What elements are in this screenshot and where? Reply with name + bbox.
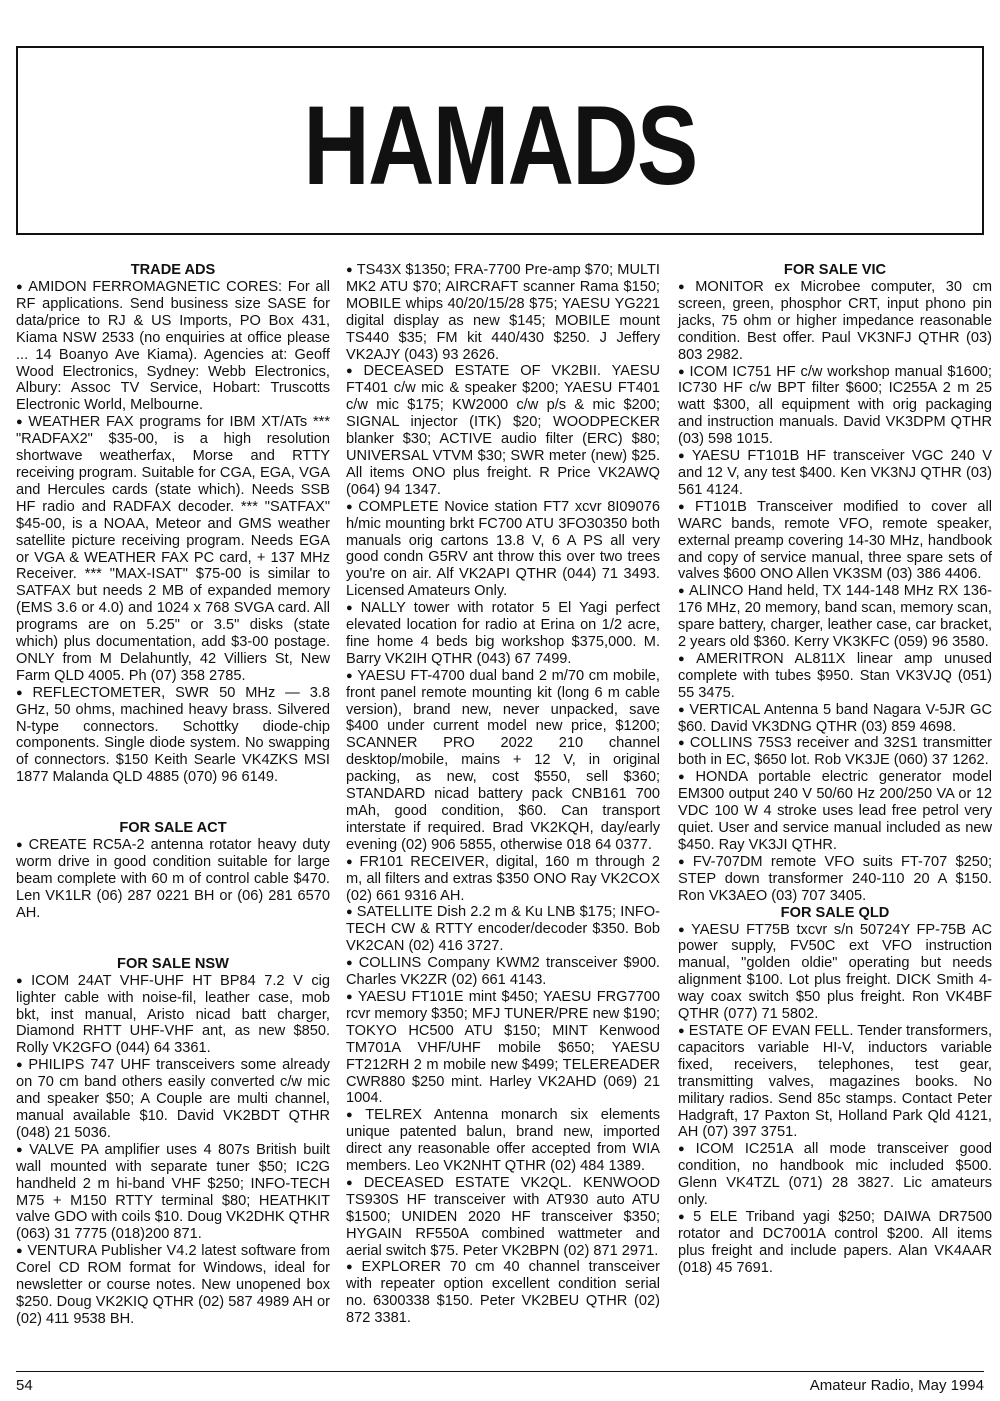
ad-item: ● WEATHER FAX programs for IBM XT/ATs *** "RADFAX2" $35-00, is a high resolution shortwave weatherfax, Morse and RTTY receiving program. Suitable for CGA, EGA, VGA and Hercules cards (state which). Needs SSB HF radio and RADFAX decoder. *** "SATFAX" $45-00, is a NOAA, Meteor and GMS weather satellite picture receiving program. Needs EGA or VGA & WEATHER FAX PC card, + 137 MHz Receiver. *** "MAX-ISAT" $75-00 is similar to SATFAX but needs 2 MB of expanded memory (EMS 3.6 or 4.0) and 1024 x 768 SVGA card. All programs are on 5.25" or 3.5" disks (state which) plus documentation, add $3-00 postage. ONLY from M Delahuntly, 42 Villiers St, New Farm QLD 4005. Ph (07) 358 2785.	[16, 414, 330, 685]
ad-item: ● FT101B Transceiver modified to cover all WARC bands, remote VFO, remote speaker, external preamp covering 14-30 MHz, handbook and copy of service manual, three spare sets of valves $600 ONO Allen VK3SM (03) 386 4406.	[678, 499, 992, 584]
ad-item: ● COLLINS Company KWM2 transceiver $900. Charles VK2ZR (02) 661 4143.	[346, 955, 660, 989]
section-heading-trade-ads: TRADE ADS	[130, 262, 216, 278]
ad-item: ● YAESU FT101E mint $450; YAESU FRG7700 rcvr memory $350; MFJ TUNER/PRE new $190; TOKYO HC500 ATU $150; MINT Kenwood TM701A VHF/UHF mobile $650; YAESU FT212RH 2 m mobile new $499; TELEREADER CWR880 $250 mint. Harley VK2AHD (069) 21 1004.	[346, 989, 660, 1107]
ad-item: ● SATELLITE Dish 2.2 m & Ku LNB $175; INFO-TECH CW & RTTY encoder/decoder $350. Bob VK2CAN (02) 416 3727.	[346, 904, 660, 955]
title-banner	[16, 46, 984, 235]
ad-item: ● YAESU FT75B txcvr s/n 50724Y FP-75B AC power supply, FV50C ext VFO instruction manual, "golden oldie" operating but needs alignment $100. Lot plus freight. DICK Smith 4-way coax switch $50 plus freight. Ron VK4BF QTHR (077) 71 5802.	[678, 922, 992, 1023]
ad-item: ● REFLECTOMETER, SWR 50 MHz — 3.8 GHz, 50 ohms, machined heavy brass. Silvered N-type connectors. Schottky diode-chip components. Single diode system. No swapping of connectors. $150 Keith Searle VK4ZKS MSI 1877 Malanda QLD 4885 (070) 96 6149.	[16, 685, 330, 786]
section-heading-for-sale-vic: FOR SALE VIC	[783, 262, 887, 278]
ad-item: ● YAESU FT-4700 dual band 2 m/70 cm mobile, front panel remote mounting kit (long 6 m cable version), brand new, never unpacked, save $400 under current model new price, $1200; SCANNER PRO 2022 210 channel desktop/mobile, mains + 12 V, in original packing, as new, cost $550, sell $360; STANDARD nicad battery pack CNB161 700 mAh, good condition, $60. Can transport interstate if required. Brad VK2KQH, day/early evening (02) 906 5855, otherwise 018 64 0377.	[346, 668, 660, 854]
page-title: HAMADS	[303, 83, 697, 208]
magazine-credit: Amateur Radio, May 1994	[809, 1377, 984, 1394]
ad-item: ● YAESU FT101B HF transceiver VGC 240 V and 12 V, any test $400. Ken VK3NJ QTHR (03) 561 4124.	[678, 448, 992, 499]
ad-item: ● ESTATE OF EVAN FELL. Tender transformers, capacitors variable HI-V, inductors variable fixed, receivers, telephones, test gear, transmitting valves, magazines books. No military radios. Send 85c stamps. Contact Peter Hadgraft, 17 Paxton St, Holland Park Qld 4121, AH (07) 397 3751.	[678, 1023, 992, 1141]
ad-item: ● VERTICAL Antenna 5 band Nagara V-5JR GC $60. David VK3DNG QTHR (03) 859 4698.	[678, 702, 992, 736]
ad-item: ● AMERITRON AL811X linear amp unused complete with tubes $950. Stan VK3VJQ (051) 55 3475.	[678, 651, 992, 702]
ad-item: ● DECEASED ESTATE VK2QL. KENWOOD TS930S HF transceiver with AT930 auto ATU $1500; UNIDEN 2020 HF transceiver $350; HYGAIN RF550A combined wattmeter and aerial switch $75. Peter VK2BPN (02) 871 2971.	[346, 1175, 660, 1260]
section-heading-for-sale-act: FOR SALE ACT	[119, 820, 227, 837]
ad-item: ● HONDA portable electric generator model EM300 output 240 V 50/60 Hz 200/250 VA or 12 VDC 100 W 4 stroke uses lead free petrol very quiet. User and service manual included as new $450. Ray VK3JI QTHR.	[678, 769, 992, 854]
ad-item: ● ICOM IC751 HF c/w workshop manual $1600; IC730 HF c/w BPT filter $600; IC255A 2 m 25 watt $300, all equipment with orig packaging and instruction manuals. David VK3DPM QTHR (03) 598 1015.	[678, 364, 992, 449]
ad-item: ● ICOM 24AT VHF-UHF HT BP84 7.2 V cig lighter cable with noise-fil, leather case, mob bkt, inst manual, Aristo nicad batt charger, Diamond RHTT UHF-VHF ant, as new $850. Rolly VK2GFO (044) 64 3361.	[16, 973, 330, 1058]
ad-item: ● FV-707DM remote VFO suits FT-707 $250; STEP down transformer 240-110 20 A $150. Ron VK3AEO (03) 707 3405.	[678, 854, 992, 905]
page-number: 54	[16, 1377, 33, 1394]
ad-item: ● COLLINS 75S3 receiver and 32S1 transmitter both in EC, $650 lot. Rob VK3JE (060) 37 1262.	[678, 735, 992, 769]
ad-item: ● TS43X $1350; FRA-7700 Pre-amp $70; MULTI MK2 ATU $70; AIRCRAFT scanner Rama $150; MOBILE whips 40/20/15/28 $75; YAESU YG221 digital display as new $145; MOBILE mount TS440 $35; FM kit 440/430 $250. J Jeffery VK2AJY (043) 93 2626.	[346, 262, 660, 363]
ad-item: ● NALLY tower with rotator 5 El Yagi perfect elevated location for radio at Erina on 1/2 acre, fine home 4 beds big workshop $375,000. M. Barry VK2IH QTHR (043) 67 7499.	[346, 600, 660, 668]
ad-item: ● DECEASED ESTATE OF VK2BII. YAESU FT401 c/w mic & speaker $200; YAESU FT401 c/w mic $175; KW2000 c/w p/s & mic $200; SIGNAL injector (ITK) $20; WOODPECKER blanker $30; ACTIVE audio filter (ERC) $80; UNIVERSAL VTVM $30; SWR meter (new) $25. All items ONO plus freight. R Price VK2AWQ (064) 94 1347.	[346, 363, 660, 498]
column-3	[678, 262, 992, 1277]
ad-item: ● ICOM IC251A all mode transceiver good condition, no handbook mic included $500. Glenn VK4TZL (071) 28 3827. Lic amateurs only.	[678, 1141, 992, 1209]
section-heading-for-sale-qld: FOR SALE QLD	[780, 904, 890, 921]
footer-rule	[16, 1371, 984, 1372]
column-1	[16, 262, 330, 1328]
ad-item: ● FR101 RECEIVER, digital, 160 m through 2 m, all filters and extras $350 ONO Ray VK2COX (02) 661 9316 AH.	[346, 854, 660, 905]
ad-item: ● VENTURA Publisher V4.2 latest software from Corel CD ROM format for Windows, ideal for newsletter or course notes. New unopened box $250. Doug VK2KIQ QTHR (02) 587 4989 AH or (02) 411 9538 BH.	[16, 1243, 330, 1328]
ad-item: ● COMPLETE Novice station FT7 xcvr 8I09076 h/mic mounting brkt FC700 ATU 3FO30350 both manuals orig cartons 13.8 V, 6 A PS all very good condn G5RV ant throw this over two trees you're on air. Alf VK2API QTHR (044) 71 3493. Licensed Amateurs Only.	[346, 499, 660, 600]
section-heading-for-sale-nsw: FOR SALE NSW	[117, 955, 229, 972]
ad-item: ● VALVE PA amplifier uses 4 807s British built wall mounted with separate tuner $50; IC2G handheld 2 m hi-band VHF $250; INFO-TECH M75 + M150 RTTY terminal $80; HEATHKIT valve GDO with coils $10. Doug VK2DHK QTHR (063) 31 7775 (018)200 871.	[16, 1142, 330, 1243]
ad-item: ● PHILIPS 747 UHF transceivers some already on 70 cm band others easily converted c/w mic and speaker $50; A Couple are multi channel, manual available $10. David VK2BDT QTHR (048) 21 5036.	[16, 1057, 330, 1142]
ad-item: ● 5 ELE Triband yagi $250; DAIWA DR7500 rotator and DC7001A control $200. All items plus freight and include papers. Alan VK4AAR (018) 45 7691.	[678, 1209, 992, 1277]
ad-item: ● AMIDON FERROMAGNETIC CORES: For all RF applications. Send business size SASE for data/price to RJ & US Imports, PO Box 431, Kiama NSW 2533 (no enquiries at office please ... 14 Boanyo Ave Kiama). Agencies at: Geoff Wood Electronics, Sydney: Webb Electronics, Albury: Assoc TV Service, Hobart: Truscotts Electronic World, Melbourne.	[16, 279, 330, 414]
ad-item: ● MONITOR ex Microbee computer, 30 cm screen, green, phosphor CRT, input phono pin jacks, 75 ohm or higher impedance reasonable condition. Best offer. Paul VK3NFJ QTHR (03) 803 2982.	[678, 279, 992, 364]
ad-item: ● EXPLORER 70 cm 40 channel transceiver with repeater option excellent condition serial no. 6300338 $150. Peter VK2BEU QTHR (02) 872 3381.	[346, 1259, 660, 1327]
ad-item: ● ALINCO Hand held, TX 144-148 MHz RX 136-176 MHz, 20 memory, band scan, memory scan, spare battery, charger, leather case, car bracket, 2 years old $360. Kerry VK3KFC (059) 96 3580.	[678, 583, 992, 651]
ad-item: ● CREATE RC5A-2 antenna rotator heavy duty worm drive in good condition suitable for large beam complete with 60 m of control cable $470. Len VK1LR (06) 287 0221 BH or (06) 281 6570 AH.	[16, 837, 330, 922]
column-2	[346, 262, 660, 1327]
ad-item: ● TELREX Antenna monarch six elements unique patented balun, brand new, imported direct any reasonable offer accepted from WIA members. Leo VK2NHT QTHR (02) 484 1389.	[346, 1107, 660, 1175]
